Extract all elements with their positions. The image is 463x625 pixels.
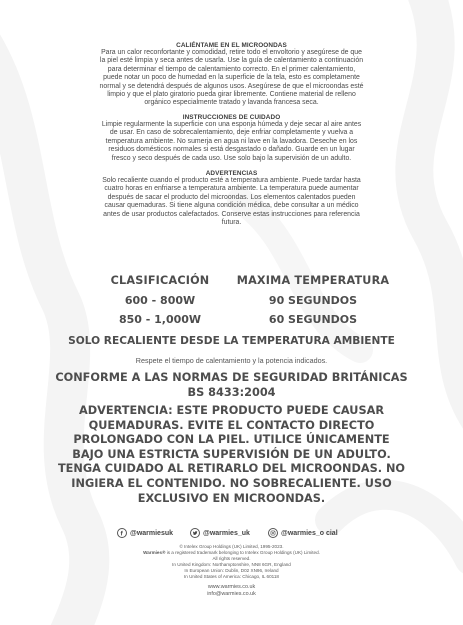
danger-warning: ADVERTENCIA: ESTE PRODUCTO PUEDE CAUSAR QUEMADURAS. EVITE EL CONTACTO DIRECTO PROLONGADO CON LA PIEL. UTILICE ÚNICAMENTE BAJO UNA ESTRICTA SUPERVISIÓN DE UN ADULTO. TENGA CUIDADO AL RETIRARLO DEL MICROONDAS. NO INGIERA EL CONTENIDO. NO SOBRECALIENTE. USO EXCLUSIVO EN MICROONDAS. — [57, 404, 406, 505]
warnings-body: Solo recaliente cuando el producto esté a temperatura ambiente. Puede tardar hasta cuatro horas en enfriarse a temperatura ambiente. La temperatura puede aumentar después de sacar el producto del microondas. Los elementos calentados pueden causar quemaduras. Si tiene alguna condición médica, debe consultar a un médico antes de usar productos calefactados. Conserve estas instrucciones para referencia futura. — [102, 177, 361, 227]
time-row-1: 90 SEGUNDOS — [268, 294, 358, 307]
rating-header: CLASIFICACIÓN — [110, 274, 210, 287]
website-link[interactable]: www.warmies.co.uk — [207, 584, 256, 590]
rating-row-1: 600 - 800W — [124, 294, 196, 307]
cleaning-title: INSTRUCCIONES DE CUIDADO — [182, 114, 281, 121]
instagram-icon — [268, 528, 278, 538]
reheat-note: SOLO RECALIENTE DESDE LA TEMPERATURA AMBIENTE — [68, 335, 395, 347]
time-row-2: 60 SEGUNDOS — [268, 313, 358, 326]
instagram-handle: @warmies_o cial — [281, 529, 338, 537]
facebook-handle: @warmiesuk — [130, 529, 174, 537]
social-facebook — [117, 527, 173, 539]
heating-body: Para un calor reconfortante y comodidad, retire todo el envoltorio y asegúrese de que la piel esté limpia y seca antes de usarla. Use la guía de calentamiento a continuación para determinar el tiempo de calentamiento correcto. En el primer calentamiento, puede notar un poco de humedad en la superficie de la tela, esto es completamente normal y se detendrá después de algunos usos. Asegúrese de que el microondas esté limpio y que el plato giratorio pueda girar libremente. Contiene material de relleno orgánico especialmente tratado y lavanda francesa seca. — [99, 49, 364, 107]
trademark-brand: Warmies® — [143, 550, 166, 556]
twitter-icon — [190, 528, 200, 538]
twitter-handle: @warmies_uk — [203, 529, 250, 537]
social-twitter — [190, 527, 250, 539]
legal-notice: © Intelex Group Holdings (UK) Limited, 1995-2023. Warmies® is a registered trademark belonging to Intelex Group Holdings (UK) Limited. All rights reserved. In United Kingdom: Northamptonshire, NN8 6GR, England In European Union: Dublin, D02 XN96, Ireland In United States of America: Chicago, IL 60118 — [143, 544, 320, 580]
heating-title: CALIÉNTAME EN EL MICROONDAS — [176, 42, 287, 49]
compliance-statement: CONFORME A LAS NORMAS DE SEGURIDAD BRITÁNICAS BS 8433:2004 — [55, 371, 408, 399]
email-link[interactable]: info@warmies.co.uk — [207, 590, 256, 597]
social-instagram — [268, 527, 338, 539]
rating-row-2: 850 - 1,000W — [118, 313, 202, 326]
respect-note: Respete el tiempo de calentamiento y la potencia indicados. — [135, 356, 328, 365]
contact-info — [0, 584, 463, 598]
warnings-title: ADVERTENCIAS — [205, 170, 258, 177]
max-time-header: MAXIMA TEMPERATURA — [236, 274, 390, 287]
cleaning-body: Limpie regularmente la superficie con una esponja húmeda y deje secar al aire antes de usar. En caso de sobrecalentamiento, deje enfriar completamente y vuelva a temperatura ambiente. No sumerja en agua ni lave en la lavadora. Deseche en los residuos domésticos normales si está desgastado o dañado. Guarde en un lugar fresco y seco después de cada uso. Use solo bajo la supervisión de un adulto. — [101, 121, 362, 162]
facebook-icon — [117, 528, 127, 538]
